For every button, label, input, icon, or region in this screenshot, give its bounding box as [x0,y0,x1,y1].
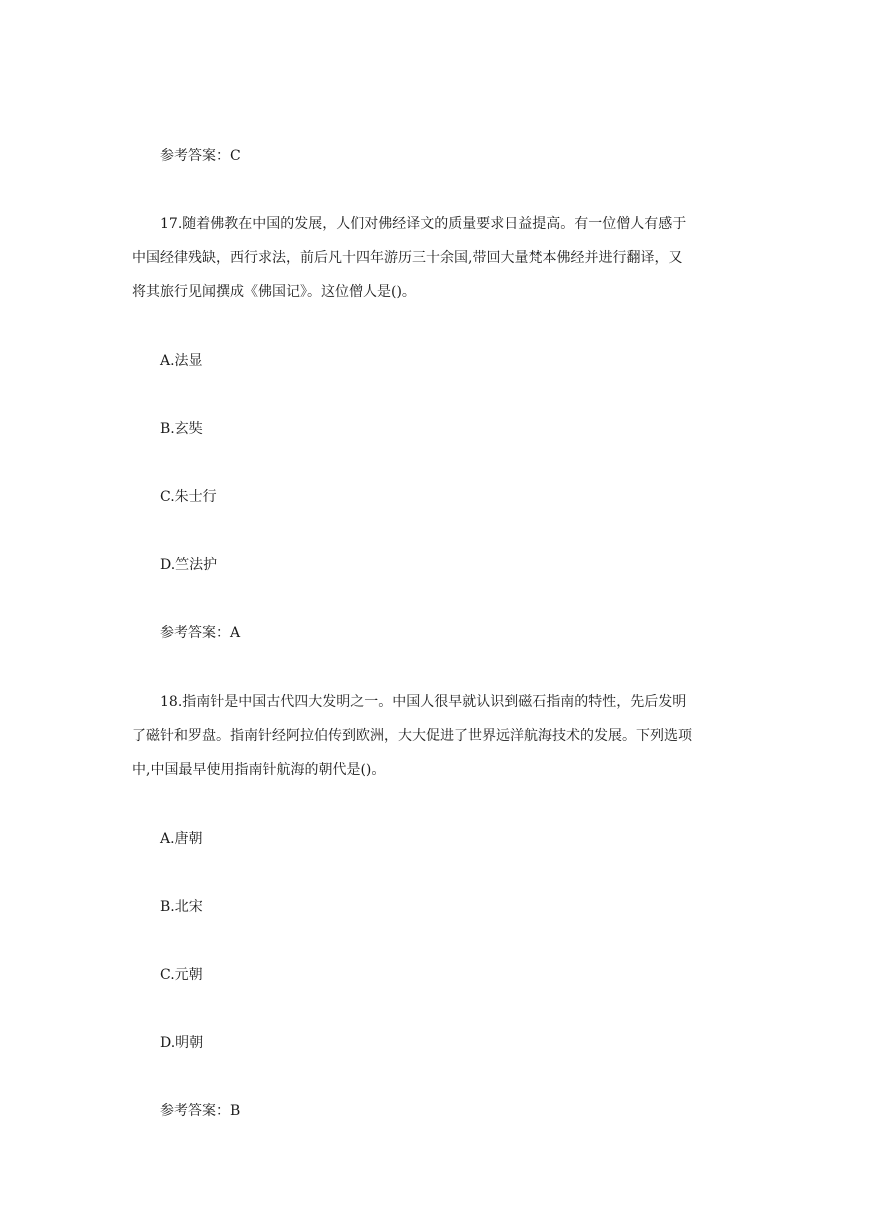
question-17-option-a: A.法显 [160,353,203,369]
question-17-line-3: 将其旅行见闻撰成《佛国记》。这位僧人是()。 [132,284,416,300]
question-18-answer: 参考答案：B [160,1103,241,1119]
question-18-option-b: B.北宋 [160,899,203,915]
question-17-answer: 参考答案：A [160,625,241,641]
question-18-option-a: A.唐朝 [160,831,203,847]
question-18-line-2: 了磁针和罗盘。指南针经阿拉伯传到欧洲，大大促进了世界远洋航海技术的发展。下列选项 [132,728,692,744]
question-18-option-d: D.明朝 [160,1035,204,1051]
question-17-line-2: 中国经律残缺，西行求法，前后凡十四年游历三十余国,带回大量梵本佛经并进行翻译，又 [132,250,683,266]
question-17-option-b: B.玄奘 [160,421,203,437]
question-17-option-c: C.朱士行 [160,489,217,505]
question-18-text [132,685,772,787]
question-18-line-1: 18.指南针是中国古代四大发明之一。中国人很早就认识到磁石指南的特性，先后发明 [160,694,687,710]
answer-previous: 参考答案：C [160,148,241,164]
question-17-text [132,207,772,309]
question-17-line-1: 17.随着佛教在中国的发展，人们对佛经译文的质量要求日益提高。有一位僧人有感于 [160,216,687,232]
question-18-option-c: C.元朝 [160,967,203,983]
question-18-line-3: 中,中国最早使用指南针航海的朝代是()。 [132,762,386,778]
question-17-option-d: D.竺法护 [160,557,218,573]
